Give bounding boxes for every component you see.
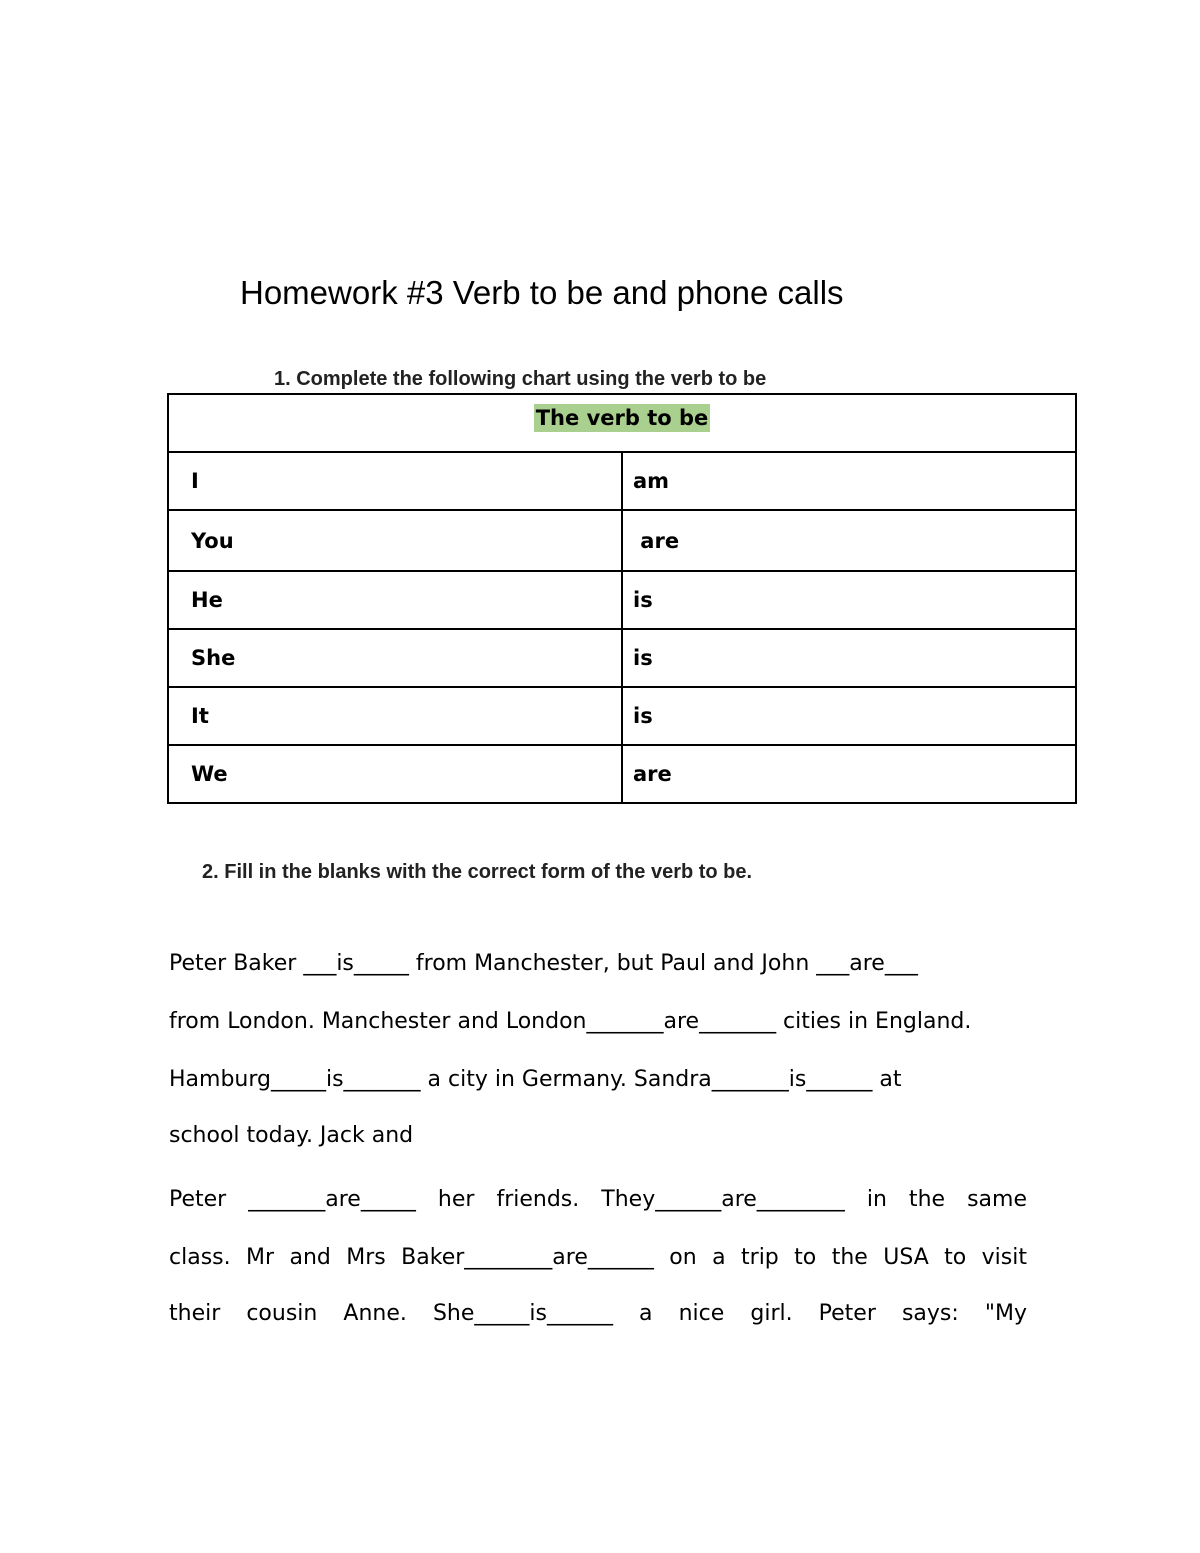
pronoun-cell: It	[168, 687, 622, 745]
pronoun-cell: She	[168, 629, 622, 687]
page-title: Homework #3 Verb to be and phone calls	[240, 274, 844, 311]
table-row	[168, 452, 1076, 510]
table-header-cell	[168, 394, 1076, 452]
pronoun-cell: We	[168, 745, 622, 803]
pronoun-cell: I	[168, 452, 622, 510]
verb-to-be-table	[167, 393, 1077, 804]
verb-cell: are	[622, 745, 1076, 803]
table-row	[168, 571, 1076, 629]
verb-cell: is	[622, 571, 1076, 629]
exercise-2-heading: 2. Fill in the blanks with the correct form of the verb to be.	[202, 861, 753, 883]
table-title: The verb to be	[535, 406, 709, 430]
table-row	[168, 687, 1076, 745]
pronoun-cell: You	[168, 510, 622, 571]
exercise-1-heading: 1. Complete the following chart using the verb to be	[274, 368, 767, 390]
verb-cell: are	[622, 510, 1076, 571]
verb-cell: is	[622, 629, 1076, 687]
table-row	[168, 629, 1076, 687]
table-row	[168, 745, 1076, 803]
paragraph-line: class. Mr and Mrs Baker________are______ on a trip to the USA to visit	[169, 1245, 1027, 1270]
verb-cell: am	[622, 452, 1076, 510]
paragraph-line: school today. Jack and	[169, 1123, 414, 1148]
paragraph-line: Hamburg_____is_______ a city in Germany. Sandra_______is______ at	[169, 1067, 902, 1092]
paragraph-line: from London. Manchester and London_______are_______ cities in England.	[169, 1009, 972, 1034]
verb-cell: is	[622, 687, 1076, 745]
pronoun-cell: He	[168, 571, 622, 629]
paragraph-line: Peter Baker ___is_____ from Manchester, but Paul and John ___are___	[169, 951, 918, 976]
table-row	[168, 510, 1076, 571]
paragraph-line: Peter _______are_____ her friends. They______are________ in the same	[169, 1187, 1027, 1212]
table-header-row	[168, 394, 1076, 452]
paragraph-line: their cousin Anne. She_____is______ a nice girl. Peter says: "My	[169, 1301, 1027, 1326]
